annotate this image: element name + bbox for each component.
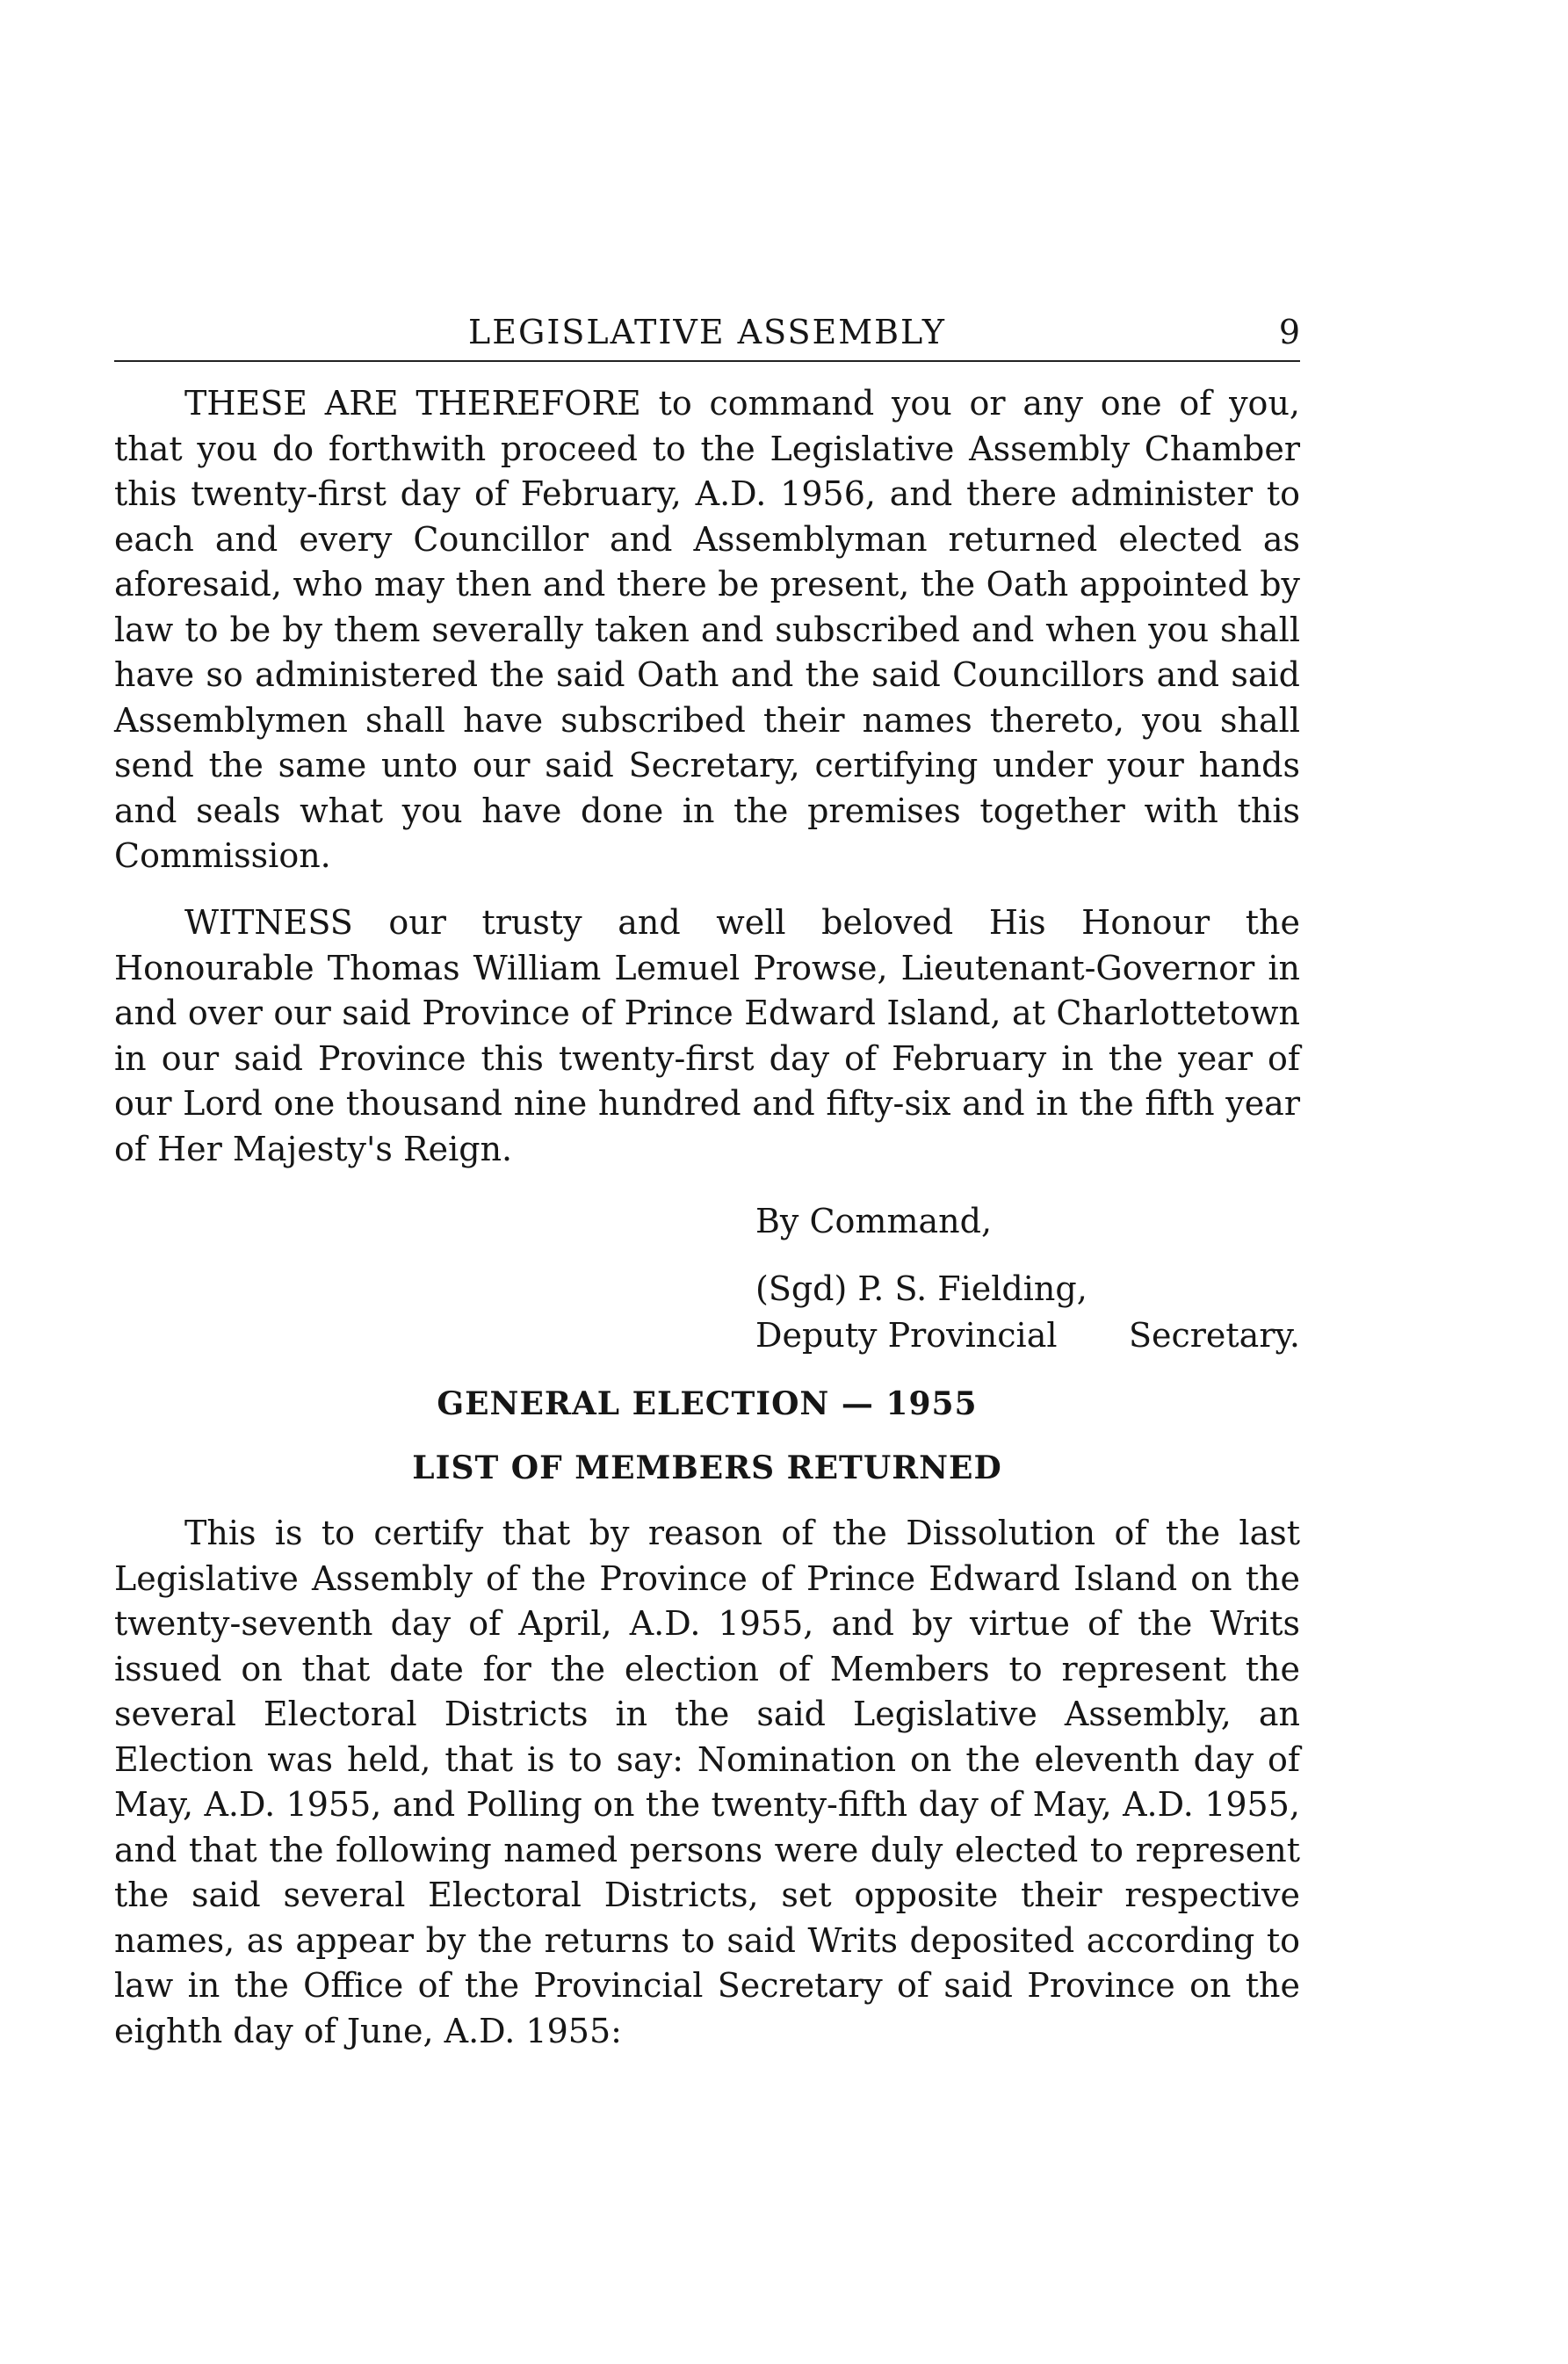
signatory-title: [755, 1313, 1300, 1359]
running-header: [114, 307, 1300, 362]
signatory-title-part2: Secretary.: [1128, 1316, 1300, 1355]
paragraph-certification: This is to certify that by reason of the Dissolution of the last Legislative Assembly of the Province of Prince Edward Island on the twenty-seventh day of April, A.D. 1955, and by virtue of the Writs issued on that date for the election of Members to represent the several Electoral Districts in the said Legislative Assembly, an Election was held, that is to say: Nomination on the eleventh day of May, A.D. 1955, and Polling on the twenty-fifth day of May, A.D. 1955, and that the following named persons were duly elected to represent the said several Electoral Districts, set opposite their respective names, as appear by the returns to said Writs deposited according to law in the Office of the Provincial Secretary of said Province on the eighth day of June, A.D. 1955:: [114, 1514, 1300, 2050]
paragraph-witness: WITNESS our trusty and well beloved His Honour the Honourable Thomas William Lemuel Prowse, Lieutenant-Governor in and over our said Province of Prince Edward Island, at Charlottetown in our said Province this twenty-first day of February in the year of our Lord one thousand nine hundred and fifty-six and in the fifth year of Her Majesty's Reign.: [114, 903, 1300, 1168]
signatory-title-part1: Deputy Provincial: [755, 1316, 1058, 1355]
paragraph-command: THESE ARE THEREFORE to command you or any one of you, that you do forthwith proceed to the Legislative Assembly Chamber this twenty-first day of February, A.D. 1956, and there administer to each and every Councillor and Assemblyman returned elected as aforesaid, who may then and there be present, the Oath appointed by law to be by them severally taken and subscribed and when you shall have so administered the said Oath and the said Councillors and said Assemblymen shall have subscribed their names thereto, you shall send the same unto our said Secretary, certifying under your hands and seals what you have done in the premises together with this Commission.: [114, 384, 1300, 875]
by-command-line: By Command,: [755, 1202, 993, 1240]
running-title: LEGISLATIVE ASSEMBLY: [468, 313, 946, 351]
section-heading-election: GENERAL ELECTION — 1955: [437, 1385, 978, 1422]
page-number: 9: [1278, 313, 1300, 351]
section-heading-members: LIST OF MEMBERS RETURNED: [412, 1449, 1002, 1486]
signatory-name: (Sgd) P. S. Fielding,: [755, 1269, 1087, 1308]
